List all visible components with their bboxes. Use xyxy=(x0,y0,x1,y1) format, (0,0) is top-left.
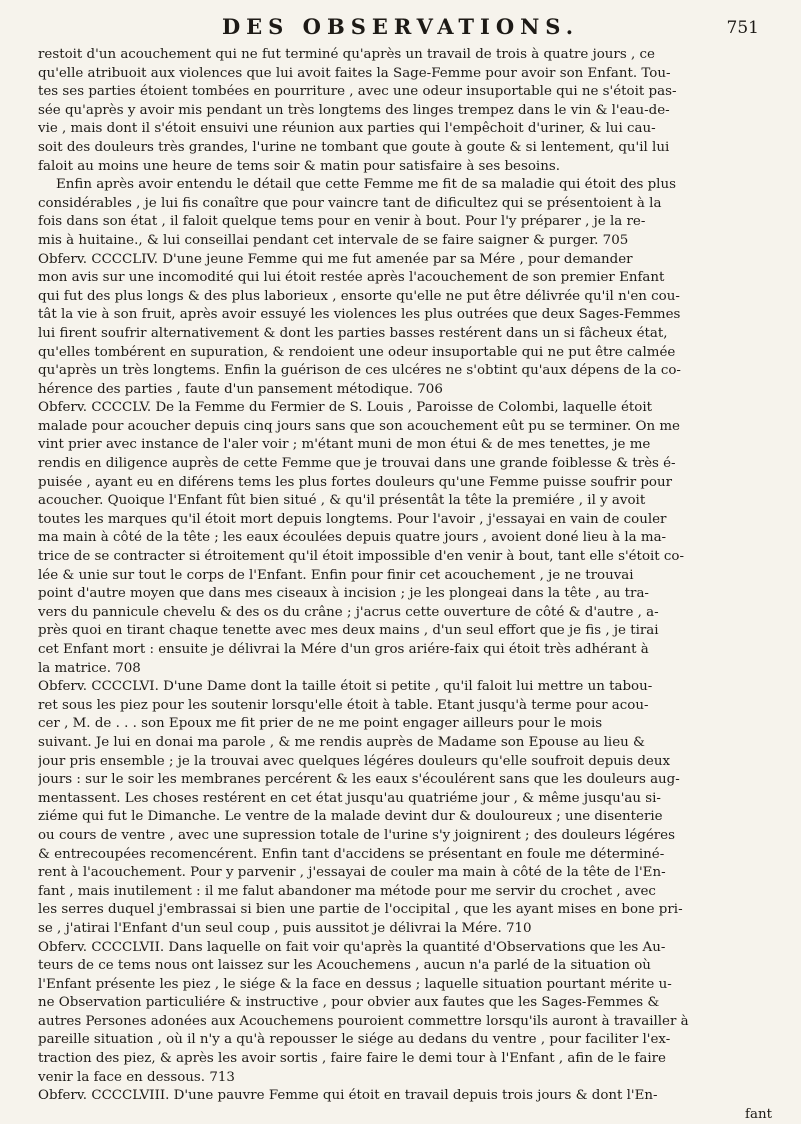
text-line: la matrice. 708 xyxy=(38,660,141,676)
text-line: près quoi en tirant chaque tenette avec mes deux mains , d'un seul effort que je fis , je tirai xyxy=(38,623,659,639)
text-line: qu'après un très longtems. Enfin la guérison de ces ulcéres ne s'obtint qu'aux dépens de la co- xyxy=(38,363,681,379)
text-line: sée qu'après y avoir mis pendant un très longtems des linges trempez dans le vin & l'eau-de- xyxy=(38,102,670,118)
text-line: cet Enfant mort : ensuite je délivrai la Mére d'un gros ariére-faix qui étoit très adhérant à xyxy=(38,642,649,657)
text-line: ou cours de ventre , avec une supression totale de l'urine s'y joignirent ; des douleurs légéres xyxy=(38,827,675,843)
text-line: lui firent soufrir alternativement & dont les parties basses restérent dans un si fâcheux état, xyxy=(38,325,668,341)
text-line: qu'elle atribuoit aux violences que lui avoit faites la Sage-Femme pour avoir son Enfant. Tou- xyxy=(38,65,671,81)
text-line: jour pris ensemble ; je la trouvai avec quelques légéres douleurs qu'elle soufroit depuis deux xyxy=(38,753,671,769)
text-line: fant , mais inutilement : il me falut abandoner ma métode pour me servir du crochet , avec xyxy=(38,883,656,899)
text-line: jours : sur le soir les membranes percérent & les eaux s'écoulérent sans que les douleurs aug- xyxy=(38,772,680,788)
text-line: malade pour acoucher depuis cinq jours sans que son acouchement eût pu se terminer. On me xyxy=(38,418,680,434)
running-head xyxy=(0,14,801,46)
observation-heading: Obferv. CCCCLV. De la Femme du Fermier de S. Louis , Paroisse de Colombi, laquelle étoit xyxy=(38,400,653,416)
observation-heading: Obferv. CCCCLVII. Dans laquelle on fait voir qu'après la quantité d'Observations que les Au- xyxy=(38,939,666,955)
text-line: ret sous les piez pour les soutenir lorsqu'elle étoit à table. Etant jusqu'à terme pour acou- xyxy=(38,697,649,713)
text-line: mis à huitaine., & lui conseillai pendant cet intervale de se faire saigner & purger. 705 xyxy=(38,232,629,248)
text-line: Enfin après avoir entendu le détail que cette Femme me fit de sa maladie qui étoit des plus xyxy=(56,177,676,193)
text-line: faloit au moins une heure de tems soir & matin pour satisfaire à ses besoins. xyxy=(38,158,560,174)
text-line: se , j'atirai l'Enfant d'un seul coup , puis aussitot je délivrai la Mére. 710 xyxy=(38,920,532,936)
text-line: point d'autre moyen que dans mes ciseaux à incision ; je les plongeai dans la tête , au tra- xyxy=(38,586,649,602)
text-line: ne Observation particuliére & instructive , pour obvier aux fautes que les Sages-Femmes & xyxy=(38,995,660,1011)
text-line: restoit d'un acouchement qui ne fut terminé qu'après un travail de trois à quatre jours , ce xyxy=(38,47,655,62)
text-line: hérence des parties , faute d'un pansement métodique. 706 xyxy=(38,381,443,397)
text-line: rendis en diligence auprès de cette Femme que je trouvai dans une grande foiblesse & très é- xyxy=(38,456,676,472)
text-line: traction des piez, & après les avoir sortis , faire faire le demi tour à l'Enfant , afin de le faire xyxy=(38,1051,666,1067)
text-line: acoucher. Quoique l'Enfant fût bien situé , & qu'il présentât la tête la premiére , il y avoit xyxy=(38,493,646,509)
text-line: ziéme qui fut le Dimanche. Le ventre de la malade devint dur & douloureux ; une disenterie xyxy=(38,809,663,825)
text-line: les serres duquel j'embrassai si bien une partie de l'occipital , que les ayant mises en bone pri- xyxy=(38,902,683,918)
text-line: toutes les marques qu'il étoit mort depuis longtems. Pour l'avoir , j'essayai en vain de couler xyxy=(38,511,667,527)
text-line: vers du pannicule chevelu & des os du crâne ; j'acrus cette ouverture de côté & d'autre , a- xyxy=(38,604,659,620)
text-line: teurs de ce tems nous ont laissez sur les Acouchemens , aucun n'a parlé de la situation où xyxy=(38,958,651,974)
observation-heading: Obferv. CCCCLIV. D'une jeune Femme qui me fut amenée par sa Mére , pour demander xyxy=(38,251,633,267)
text-line: considérables , je lui fis conaître que pour vaincre tant de dificultez qui se présentoient à la xyxy=(38,195,662,211)
text-line: tât la vie à son fruit, après avoir essuyé les violences les plus outrées que deux Sages-Femmes xyxy=(38,307,681,323)
text-line: mon avis sur une incomodité qui lui étoit restée après l'acouchement de son premier Enfant xyxy=(38,270,665,286)
text-line: & entrecoupées recomencérent. Enfin tant d'accidens se présentant en foule me déterminé- xyxy=(38,846,665,862)
text-line: suivant. Je lui en donai ma parole , & me rendis auprès de Madame son Epouse au lieu & xyxy=(38,734,645,750)
text-line: ma main à côté de la tête ; les eaux écoulées depuis quatre jours , avoient doné lieu à la ma- xyxy=(38,530,667,546)
observation-heading: Obferv. CCCCLVIII. D'une pauvre Femme qui étoit en travail depuis trois jours & dont l'En- xyxy=(38,1088,658,1104)
page-number: 751 xyxy=(726,18,759,38)
text-line: cer , M. de . . . son Epoux me fit prier de ne me point engager ailleurs pour le mois xyxy=(38,716,603,732)
observation-heading: Obferv. CCCCLVI. D'une Dame dont la taille étoit si petite , qu'il faloit lui mettre un tabou- xyxy=(38,679,653,695)
catchword: fant xyxy=(745,1106,772,1122)
text-line: soit des douleurs très grandes, l'urine ne tombant que goute à goute & si lentement, qu'il lui xyxy=(38,139,670,155)
text-line: fois dans son état , il faloit quelque tems pour en venir à bout. Pour l'y préparer , je la re- xyxy=(38,214,646,230)
text-line: puisée , ayant eu en diférens tems les plus fortes douleurs qu'une Femme puisse soufrir pour xyxy=(38,474,673,490)
text-line: rent à l'acouchement. Pour y parvenir , j'essayai de couler ma main à côté de la tête de l'En- xyxy=(38,865,666,881)
text-line: mentassent. Les choses restérent en cet état jusqu'au quatriéme jour , & même jusqu'au si- xyxy=(38,790,661,806)
text-line: l'Enfant présente les piez , le siége & la face en dessus ; laquelle situation pourtant mérite u- xyxy=(38,976,672,992)
text-line: qu'elles tombérent en supuration, & rendoient une odeur insuportable qui ne put être calmée xyxy=(38,344,676,360)
text-line: venir la face en dessous. 713 xyxy=(38,1069,235,1085)
text-line: qui fut des plus longs & des plus laborieux , ensorte qu'elle ne put être délivrée qu'il n'en cou- xyxy=(38,288,680,304)
text-line: vint prier avec instance de l'aler voir ; m'étant muni de mon étui & de mes tenettes, je me xyxy=(38,437,651,453)
text-line: trice de se contracter si étroitement qu'il étoit impossible d'en venir à bout, tant elle s'étoit co- xyxy=(38,549,685,565)
text-line: tes ses parties étoient tombées en pourriture , avec une odeur insuportable qui ne s'étoit pas- xyxy=(38,84,677,100)
text-line: pareille situation , où il n'y a qu'à repousser le siége au dedans du ventre , pour faciliter l'ex- xyxy=(38,1032,671,1048)
text-line: autres Persones adonées aux Acouchemens pouroient commettre lorsqu'ils auront à travailler à xyxy=(38,1013,689,1029)
page-header-title: DES OBSERVATIONS. xyxy=(221,14,580,39)
body-text xyxy=(38,46,776,1124)
text-line: vie , mais dont il s'étoit ensuivi une réunion aux parties qui l'empêchoit d'uriner, & lui cau- xyxy=(38,121,656,137)
text-line: lée & unie sur tout le corps de l'Enfant. Enfin pour finir cet acouchement , je ne trouvai xyxy=(38,567,634,583)
